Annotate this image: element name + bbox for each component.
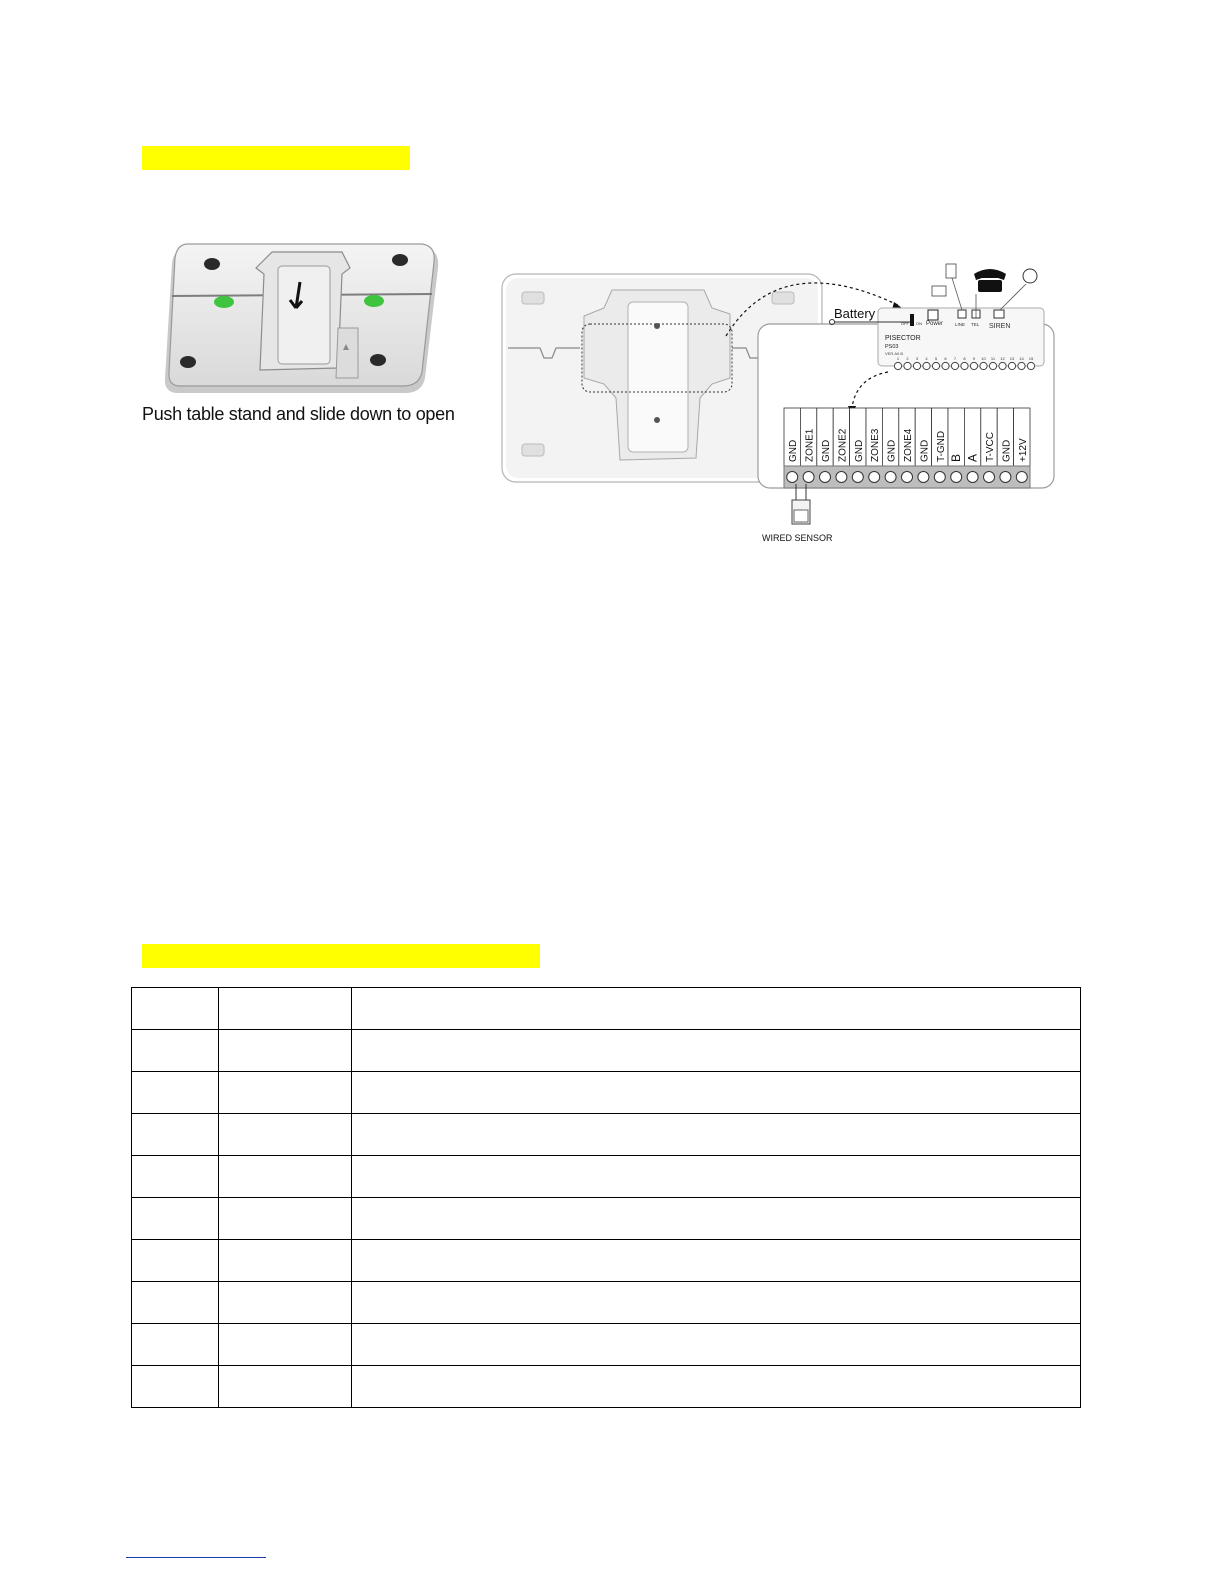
- small-terminal-screw: [913, 362, 920, 369]
- terminal-label: GND: [853, 439, 865, 462]
- pin-number: 13: [1009, 356, 1015, 361]
- terminal-screw: [852, 472, 863, 483]
- wall-jack-icon: [932, 264, 962, 310]
- small-terminal-screw: [1008, 362, 1015, 369]
- release-tab-right: [364, 295, 384, 307]
- battery-label: Battery: [834, 306, 876, 321]
- terminal-screw: [918, 472, 929, 483]
- terminal-screw: [803, 472, 814, 483]
- terminal-label: A: [965, 453, 980, 462]
- terminal-block: [787, 472, 1028, 483]
- table-cell: [352, 1198, 1081, 1240]
- small-terminal-screw: [980, 362, 987, 369]
- terminal-screw: [820, 472, 831, 483]
- rubber-foot: [392, 254, 408, 266]
- terminal-label: B: [949, 453, 964, 462]
- rubber-foot: [370, 354, 386, 366]
- rubber-foot: [204, 258, 220, 270]
- pin-number: 7: [953, 356, 957, 361]
- release-tab-left: [214, 296, 234, 308]
- svg-text:Power: Power: [926, 321, 944, 327]
- table-row: [132, 1240, 1081, 1282]
- table-cell: [132, 1366, 219, 1408]
- terminal-screw: [984, 472, 995, 483]
- table-cell: [132, 1324, 219, 1366]
- svg-text:VER.A0.B: VER.A0.B: [885, 351, 904, 356]
- terminal-label: +12V: [1017, 438, 1029, 462]
- svg-text:PS03: PS03: [885, 344, 899, 350]
- terminal-label: T-VCC: [985, 432, 996, 462]
- table-cell: [132, 988, 219, 1030]
- table-cell: [352, 1282, 1081, 1324]
- figure-caption: Push table stand and slide down to open: [142, 404, 455, 424]
- rubber-foot: [180, 356, 196, 368]
- table-cell: [219, 1366, 352, 1408]
- table-row: [132, 1198, 1081, 1240]
- pin-number: 3: [915, 356, 919, 361]
- table-row: [132, 1282, 1081, 1324]
- small-terminal-screw: [932, 362, 939, 369]
- terminal-label: GND: [886, 439, 898, 462]
- small-terminal-screw: [942, 362, 949, 369]
- terminal-screw: [787, 472, 798, 483]
- table-row: [132, 1030, 1081, 1072]
- terminal-label: GND: [821, 439, 832, 462]
- wiring-diagram: [500, 258, 1060, 548]
- svg-text:SIREN: SIREN: [989, 323, 1011, 330]
- table-row: [132, 1324, 1081, 1366]
- table-cell: [132, 1072, 219, 1114]
- small-terminal-screw: [923, 362, 930, 369]
- terminal-screw: [869, 472, 880, 483]
- table-cell: [352, 1030, 1081, 1072]
- terminal-screw: [1016, 472, 1027, 483]
- svg-text:LINE: LINE: [955, 322, 966, 327]
- small-terminal-screw: [951, 362, 958, 369]
- pin-number: 5: [934, 356, 938, 361]
- pin-number: 2: [906, 356, 909, 361]
- terminal-screw: [934, 472, 945, 483]
- terminal-screw: [1000, 472, 1011, 483]
- wired-sensor-icon: [792, 484, 810, 524]
- table-cell: [219, 1030, 352, 1072]
- table-cell: [219, 1072, 352, 1114]
- terminal-label: ZONE4: [903, 428, 914, 462]
- table-cell: [219, 1240, 352, 1282]
- footer-link-underline: [126, 1557, 266, 1558]
- small-terminal-screw: [1027, 362, 1034, 369]
- table-cell: [132, 1030, 219, 1072]
- wired-sensor-label: WIRED SENSOR: [762, 533, 833, 543]
- section-heading-highlight: [142, 944, 540, 968]
- terminal-label: GND: [1001, 439, 1013, 462]
- terminal-label-block: [784, 408, 1030, 466]
- terminal-label: ZONE3: [870, 428, 882, 462]
- small-terminal-screw: [961, 362, 968, 369]
- terminal-label: GND: [919, 439, 931, 462]
- svg-text:ON: ON: [916, 321, 922, 326]
- svg-text:TEL: TEL: [971, 322, 980, 327]
- device-back-illustration: [160, 238, 445, 403]
- table-row: [132, 1072, 1081, 1114]
- pin-number: 11: [990, 356, 996, 361]
- table-cell: [219, 1282, 352, 1324]
- terminal-screw: [885, 472, 896, 483]
- small-terminal-screw: [1018, 362, 1025, 369]
- table-cell: [219, 1114, 352, 1156]
- terminal-screw: [836, 472, 847, 483]
- pin-number: 6: [944, 356, 947, 361]
- table-cell: [352, 1240, 1081, 1282]
- small-terminal-screw: [904, 362, 911, 369]
- table-cell: [352, 1366, 1081, 1408]
- terminal-description-table: [131, 987, 1081, 1408]
- table-row: [132, 988, 1081, 1030]
- pin-number: 1: [896, 356, 900, 361]
- table-cell: [352, 1324, 1081, 1366]
- table-row: [132, 1114, 1081, 1156]
- table-cell: [132, 1156, 219, 1198]
- table-cell: [219, 1324, 352, 1366]
- table-cell: [132, 1240, 219, 1282]
- table-row: [132, 1366, 1081, 1408]
- table-cell: [352, 1114, 1081, 1156]
- table-cell: [219, 1198, 352, 1240]
- pin-number: 9: [972, 356, 976, 361]
- table-cell: [352, 988, 1081, 1030]
- table-cell: [132, 1198, 219, 1240]
- terminal-screw: [951, 472, 962, 483]
- small-terminal-screw: [894, 362, 901, 369]
- table-cell: [352, 1156, 1081, 1198]
- terminal-label: ZONE2: [837, 428, 849, 462]
- table-cell: [132, 1114, 219, 1156]
- pin-number: 12: [1000, 356, 1005, 361]
- table-cell: [132, 1282, 219, 1324]
- pin-number: 4: [925, 356, 928, 361]
- svg-text:PISECTOR: PISECTOR: [885, 335, 921, 342]
- terminal-label: T-GND: [935, 430, 947, 462]
- pin-number: 15: [1028, 356, 1034, 361]
- table-cell: [352, 1072, 1081, 1114]
- table-cell: [219, 1156, 352, 1198]
- pin-number: 10: [981, 356, 986, 361]
- terminal-screw: [902, 472, 913, 483]
- terminal-label: GND: [788, 439, 800, 462]
- pin-number: 14: [1019, 356, 1024, 361]
- small-terminal-screw: [999, 362, 1006, 369]
- small-terminal-strip: [894, 356, 1034, 370]
- pin-number: 8: [963, 356, 966, 361]
- terminal-screw: [967, 472, 978, 483]
- small-terminal-screw: [989, 362, 996, 369]
- section-heading-highlight: [142, 146, 410, 170]
- table-cell: [219, 988, 352, 1030]
- terminal-label: ZONE1: [804, 428, 816, 462]
- small-terminal-screw: [970, 362, 977, 369]
- table-row: [132, 1156, 1081, 1198]
- svg-text:OFF: OFF: [901, 321, 909, 326]
